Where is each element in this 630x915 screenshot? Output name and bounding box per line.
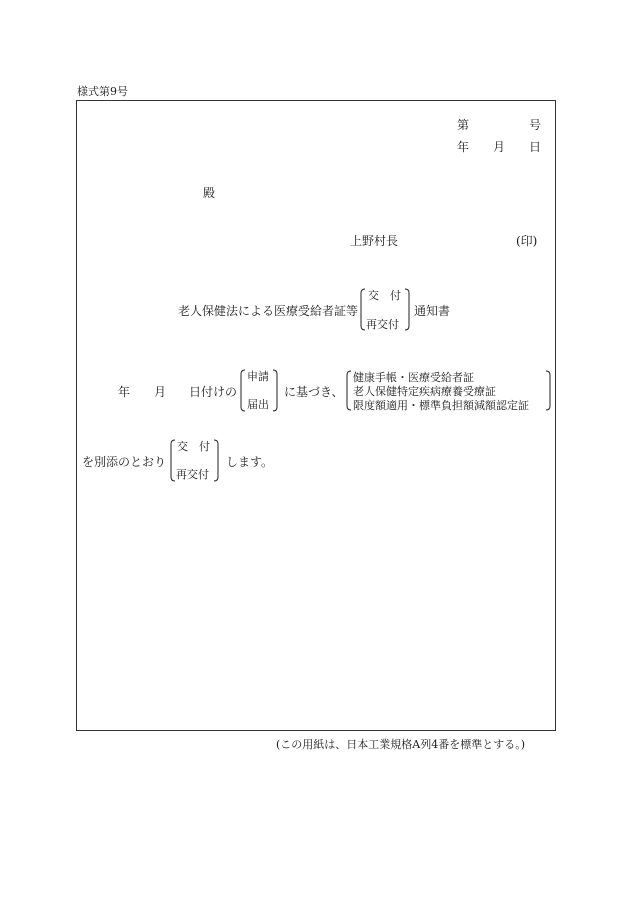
title-option-issue: 交 付 (368, 289, 401, 302)
addressee-honorific: 殿 (203, 186, 216, 200)
date-day: 日 (529, 140, 542, 154)
documents-bracket-left (347, 371, 351, 410)
title-bracket-left (361, 289, 365, 330)
closing-option-issue: 交 付 (177, 440, 210, 453)
application-bracket-left (241, 370, 245, 411)
closing-bracket-right (214, 440, 218, 481)
body-option-notification: 届出 (247, 398, 269, 411)
number-prefix: 第 (457, 118, 470, 132)
date-month: 月 (493, 140, 506, 154)
body-year: 年 (118, 385, 131, 399)
issuer-seal: (印) (516, 234, 538, 248)
body-document-2: 老人保健特定疾病療養受療証 (353, 385, 496, 398)
documents-bracket-right (546, 371, 550, 410)
number-suffix: 号 (529, 118, 542, 132)
body-option-application: 申請 (247, 370, 269, 383)
body-date-suffix: 日付けの (189, 385, 238, 399)
title-bracket-right (405, 289, 409, 330)
title-option-reissue: 再交付 (366, 318, 399, 331)
title-prefix: 老人保健法による医療受給者証等 (178, 304, 359, 318)
closing-prefix: を別添のとおり (82, 455, 167, 469)
footer-note: (この用紙は、日本工業規格A列4番を標準とする。) (276, 738, 526, 751)
body-document-3: 限度額適用・標準負担額減額認定証 (353, 399, 529, 412)
form-number: 様式第9号 (77, 85, 128, 98)
closing-bracket-left (171, 440, 175, 481)
date-year: 年 (457, 140, 470, 154)
body-month: 月 (154, 385, 167, 399)
closing-option-reissue: 再交付 (176, 468, 209, 481)
closing-suffix: します。 (226, 455, 274, 469)
body-based-on: に基づき、 (284, 385, 344, 399)
title-suffix: 通知書 (414, 304, 451, 318)
application-bracket-right (273, 370, 277, 411)
body-document-1: 健康手帳・医療受給者証 (353, 371, 474, 384)
issuer-name: 上野村長 (350, 234, 399, 248)
